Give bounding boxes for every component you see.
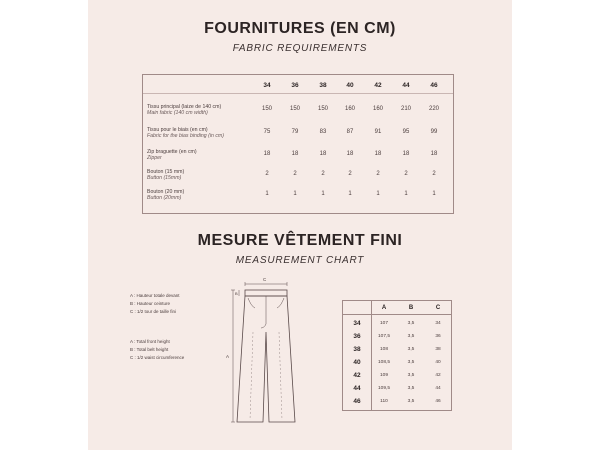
fabric-cell: 87 (346, 129, 354, 135)
fabric-cell: 1 (404, 191, 408, 197)
fabric-cell: 2 (376, 171, 380, 177)
fabric-cell: 79 (291, 129, 299, 135)
legend-fr: A : Hauteur totale devant B : Hauteur ceinture C : 1/2 tour de taille fini (130, 293, 180, 314)
measure-cell: 3,5 (407, 334, 415, 339)
fabric-cell: 2 (321, 171, 325, 177)
fabric-cell: 1 (348, 191, 352, 197)
fabric-cell: 18 (319, 151, 327, 157)
fabric-cell: 2 (348, 171, 352, 177)
measure-size: 42 (353, 372, 361, 379)
fabric-cell: 1 (293, 191, 297, 197)
fabric-title: FOURNITURES (EN CM) (204, 20, 396, 37)
column-divider (371, 301, 372, 410)
measure-cell: 108 (379, 347, 388, 352)
fabric-cell: 150 (317, 106, 328, 112)
measure-size: 38 (353, 346, 361, 353)
fabric-cell: 1 (321, 191, 325, 197)
header-divider (143, 93, 453, 94)
legend-en: A : Total front height B : Total belt height C : 1/2 waist circumference (130, 339, 185, 360)
trousers-diagram (215, 272, 310, 432)
measure-cell: 3,5 (407, 399, 415, 404)
fabric-cell: 1 (376, 191, 380, 197)
fabric-cell: 220 (428, 106, 439, 112)
label-b: B (235, 291, 238, 296)
fabric-row-label: Bouton (20 mm) Button (20mm) (147, 189, 185, 202)
measure-cell: 40 (435, 360, 441, 365)
measurement-table (342, 300, 452, 411)
measure-cell: 109,5 (377, 386, 390, 391)
fabric-row-label: Zip braguette (en cm) Zipper (147, 149, 197, 162)
measure-cell: 109 (379, 373, 388, 378)
measure-cell: 36 (435, 334, 441, 339)
fabric-row-label: Bouton (15 mm) Button (15mm) (147, 169, 185, 182)
size-header: 42 (374, 82, 382, 89)
measure-cell: 3,5 (407, 321, 415, 326)
fabric-cell: 210 (400, 106, 411, 112)
measure-cell: 34 (435, 321, 441, 326)
measure-size: 46 (353, 398, 361, 405)
measure-cell: 44 (435, 386, 441, 391)
size-header: 40 (346, 82, 354, 89)
fabric-cell: 1 (432, 191, 436, 197)
fabric-cell: 1 (265, 191, 269, 197)
fabric-cell: 160 (344, 106, 355, 112)
measure-cell: 107 (379, 321, 388, 326)
fabric-row-label: Tissu pour le biais (en cm) Fabric for the bias binding (in cm) (147, 127, 224, 140)
fabric-cell: 95 (402, 129, 410, 135)
fabric-cell: 91 (374, 129, 382, 135)
size-header: 34 (263, 82, 271, 89)
measure-size: 44 (353, 385, 361, 392)
fabric-cell: 18 (430, 151, 438, 157)
size-header: 44 (402, 82, 410, 89)
fabric-subtitle: FABRIC REQUIREMENTS (232, 43, 368, 54)
measure-cell: 110 (380, 399, 388, 404)
size-header: 46 (430, 82, 438, 89)
measure-cell: 3,5 (407, 360, 415, 365)
measure-col-header: C (435, 305, 441, 311)
fabric-cell: 75 (263, 129, 271, 135)
fabric-cell: 18 (374, 151, 382, 157)
measure-cell: 46 (435, 399, 441, 404)
measure-cell: 108,5 (377, 360, 390, 365)
size-header: 36 (291, 82, 299, 89)
label-a: A (226, 354, 230, 359)
measure-cell: 38 (435, 347, 441, 352)
fabric-cell: 2 (432, 171, 436, 177)
fabric-cell: 83 (319, 129, 327, 135)
measurement-subtitle: MEASUREMENT CHART (235, 255, 365, 266)
measure-cell: 107,5 (377, 334, 390, 339)
measure-col-header: A (381, 305, 387, 311)
measure-cell: 3,5 (407, 386, 415, 391)
measure-size: 34 (353, 320, 361, 327)
fabric-cell: 18 (346, 151, 354, 157)
fabric-cell: 150 (289, 106, 300, 112)
size-header: 38 (319, 82, 327, 89)
measure-cell: 3,5 (407, 373, 415, 378)
fabric-cell: 150 (261, 106, 272, 112)
measure-cell: 3,5 (407, 347, 415, 352)
measurement-title: MESURE VÊTEMENT FINI (197, 232, 403, 249)
fabric-cell: 18 (402, 151, 410, 157)
fabric-row-label: Tissu principal (laize de 140 cm) Main fabric (140 cm width) (147, 104, 222, 117)
header-divider (343, 314, 451, 315)
fabric-cell: 2 (293, 171, 297, 177)
fabric-cell: 2 (404, 171, 408, 177)
fabric-cell: 160 (372, 106, 383, 112)
label-c: C (263, 277, 267, 282)
fabric-cell: 18 (263, 151, 271, 157)
measure-size: 40 (353, 359, 361, 366)
fabric-cell: 18 (291, 151, 299, 157)
fabric-cell: 99 (430, 129, 438, 135)
measure-size: 36 (353, 333, 361, 340)
fabric-cell: 2 (265, 171, 269, 177)
measure-col-header: B (408, 305, 414, 311)
fabric-requirements-table (142, 74, 454, 214)
measure-cell: 42 (435, 373, 441, 378)
